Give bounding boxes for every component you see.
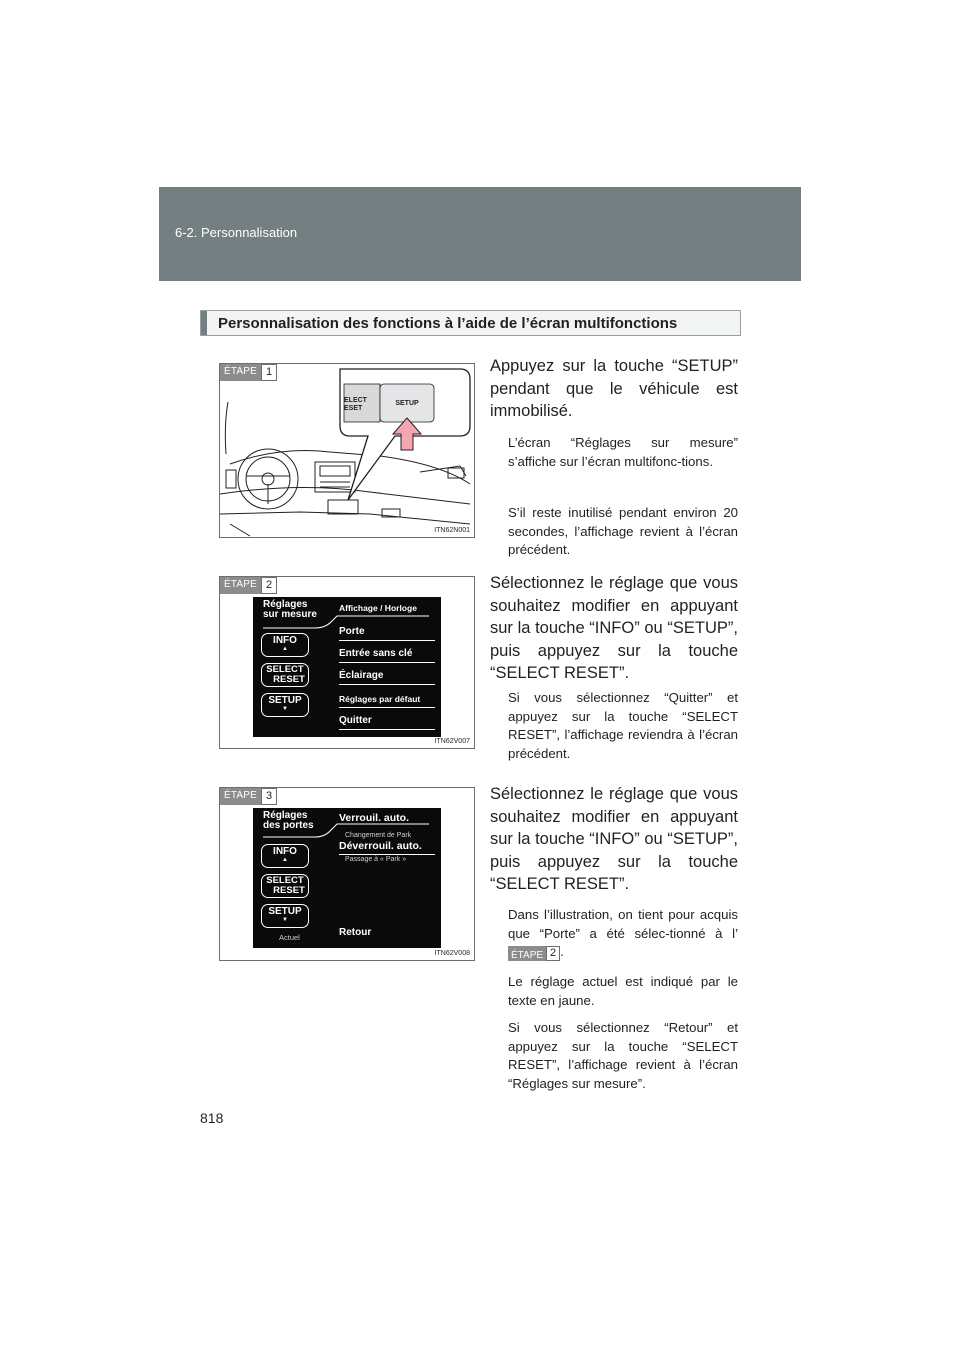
menu-item-auto-lock: Verrouil. auto. xyxy=(339,812,410,824)
info-button-label: INFO xyxy=(273,635,297,646)
press-arrow-icon xyxy=(392,417,422,451)
setup-button-label: SETUP xyxy=(268,695,302,706)
arrow-up-icon: ▲ xyxy=(282,646,288,652)
select-reset-button-label: ELECT ESET xyxy=(344,397,367,412)
figure-code: ITN62V007 xyxy=(434,738,470,745)
arrow-up-icon: ▲ xyxy=(282,857,288,863)
current-label: Actuel xyxy=(279,933,300,942)
menu-item-lighting: Éclairage xyxy=(339,669,435,685)
step-badge-2 xyxy=(220,577,277,594)
figure-code: ITN62N001 xyxy=(434,527,470,534)
step-3-instruction: Sélectionnez le réglage que vous souhaitez modifier en appuyant sur la touche “INFO” ou “SETUP”, puis appuyez sur la touche “SELECT RESET”. xyxy=(490,785,738,893)
step-3-note-1-end: . xyxy=(560,944,564,960)
step-badge-3 xyxy=(220,788,277,805)
figure-code: ITN62V008 xyxy=(434,950,470,957)
multi-info-display-screen xyxy=(253,597,441,737)
select-label: SELECT xyxy=(266,875,304,886)
figure-step-3 xyxy=(219,787,475,961)
select-reset-button xyxy=(261,874,309,898)
menu-item-back: Retour xyxy=(339,927,372,938)
screen-title: Réglages des portes xyxy=(263,810,314,831)
step-3-note-3: Si vous sélectionnez “Retour” et appuyez sur la touche “SELECT RESET”, l’affichage revient à l’écran “Réglages sur mesure”. xyxy=(508,1020,738,1091)
setup-button-label: SETUP xyxy=(395,400,419,407)
screen-title: Réglages sur mesure xyxy=(263,599,317,620)
info-button xyxy=(261,844,309,868)
inline-step-label: ÉTAPE xyxy=(508,946,546,961)
section-title-box xyxy=(200,310,741,336)
inline-step-number: 2 xyxy=(546,946,560,961)
info-button xyxy=(261,633,309,657)
step-3-note-1 xyxy=(508,906,738,962)
step-1-note-1: L’écran “Réglages sur mesure” s’affiche sur l’écran multifonc-tions. xyxy=(508,435,738,469)
breadcrumb: 6-2. Personnalisation xyxy=(175,225,298,240)
chapter-header xyxy=(159,187,801,281)
figure-step-1 xyxy=(219,363,475,538)
step-badge-label: ÉTAPE xyxy=(220,577,261,594)
step-1-note-2: S’il reste inutilisé pendant environ 20 secondes, l’affichage revient à l’écran précédent. xyxy=(508,505,738,558)
menu-subitem-park-shift: Passage à « Park » xyxy=(345,856,407,863)
step-badge-label: ÉTAPE xyxy=(220,788,261,805)
step-2-instruction: Sélectionnez le réglage que vous souhaitez modifier en appuyant sur la touche “INFO” ou “SETUP”, puis appuyez sur la touche “SELECT RESET”. xyxy=(490,574,738,682)
select-reset-button xyxy=(261,663,309,687)
setup-button-label: SETUP xyxy=(268,906,302,917)
reset-label: RESET xyxy=(273,674,305,685)
dashboard-illustration xyxy=(220,364,475,538)
menu-item-quit: Quitter xyxy=(339,714,435,730)
step-badge-label: ÉTAPE xyxy=(220,364,261,381)
menu-item-auto-unlock: Déverrouil. auto. xyxy=(339,839,435,855)
page-number: 818 xyxy=(200,1110,224,1126)
step-3-note-1-text: Dans l’illustration, on tient pour acquis que “Porte” a été sélec-tionné à l’ xyxy=(508,907,738,941)
step-badge-number: 2 xyxy=(261,577,277,594)
menu-item-defaults: Réglages par défaut xyxy=(339,692,435,708)
step-badge-number: 1 xyxy=(261,364,277,381)
multi-info-display-screen xyxy=(253,808,441,948)
arrow-down-icon: ▼ xyxy=(282,706,288,712)
info-button-label: INFO xyxy=(273,846,297,857)
step-3-note-2: Le réglage actuel est indiqué par le texte en jaune. xyxy=(508,974,738,1008)
inline-step-badge xyxy=(508,946,560,961)
step-2-note: Si vous sélectionnez “Quitter” et appuyez sur la touche “SELECT RESET”, l’affichage reviendra à l’écran précédent. xyxy=(508,690,738,761)
section-title: Personnalisation des fonctions à l’aide de l’écran multifonctions xyxy=(218,315,678,332)
select-label: SELECT xyxy=(266,664,304,675)
menu-item-smart-entry: Entrée sans clé xyxy=(339,647,435,663)
menu-item-door: Porte xyxy=(339,625,435,641)
figure-step-2 xyxy=(219,576,475,749)
arrow-down-icon: ▼ xyxy=(282,917,288,923)
menu-item-display-clock: Affichage / Horloge xyxy=(339,603,417,613)
step-1-instruction: Appuyez sur la touche “SETUP” pendant que le véhicule est immobilisé. xyxy=(490,357,738,420)
setup-button xyxy=(261,693,309,717)
menu-subitem-park-change: Changement de Park xyxy=(345,832,412,839)
setup-button xyxy=(261,904,309,928)
reset-label: RESET xyxy=(273,885,305,896)
section-title-accent xyxy=(201,311,207,335)
step-badge-number: 3 xyxy=(261,788,277,805)
